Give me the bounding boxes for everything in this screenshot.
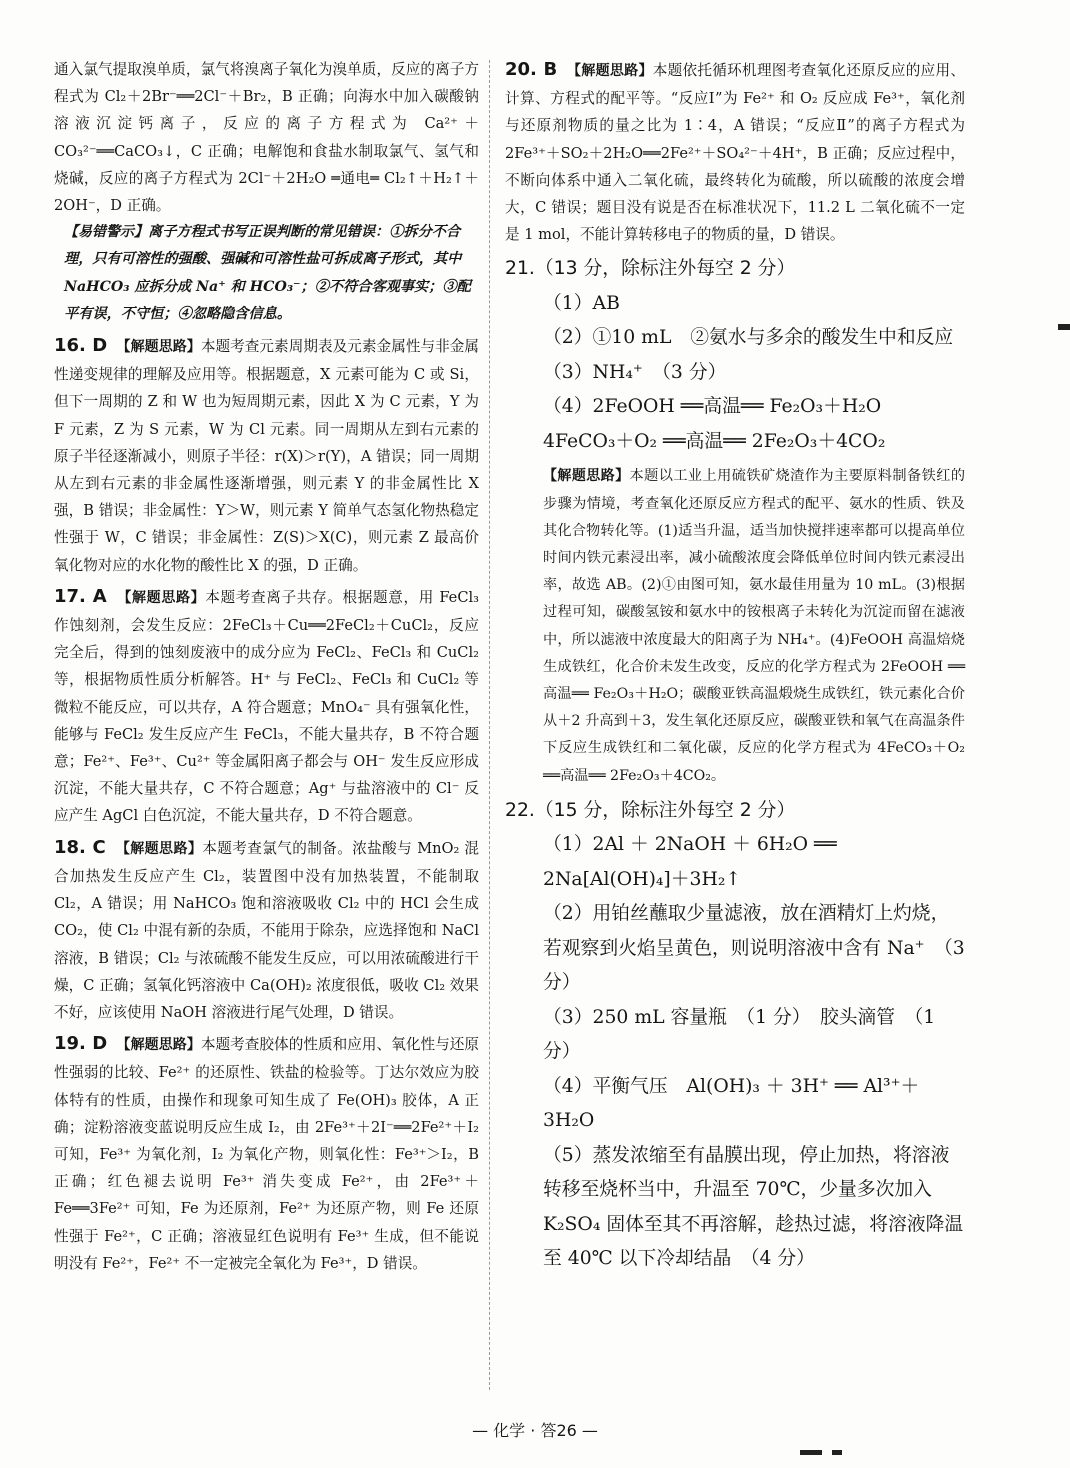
q20-tag: 【解题思路】 [567, 63, 653, 79]
q16-answer [54, 332, 479, 579]
q16-number: 16. D [54, 335, 108, 357]
warning-tag: 【易错警示】 [64, 224, 148, 241]
q22-answer-4: （4）平衡气压 Al(OH)₃ ＋ 3H⁺ ══ Al³⁺＋3H₂O [543, 1075, 920, 1132]
q21-explanation [505, 463, 965, 789]
q21-answer-3: （3）NH₄⁺ （3 分） [543, 361, 727, 383]
q18-number: 18. C [54, 836, 106, 858]
warning-text: 离子方程式书写正误判断的常见错误：①拆分不合理，只有可溶性的强酸、强碱和可溶性盐可拆成离子形式，其中 NaHCO₃ 应拆分成 Na⁺ 和 HCO₃⁻；②不符合客观事实；③配平有误，不守恒；④忽略隐含信息。 [64, 224, 471, 322]
q20-text: 本题依托循环机理图考查氧化还原反应的应用、计算、方程式的配平等。“反应Ⅰ”为 Fe²⁺ 和 O₂ 反应成 Fe³⁺，氧化剂与还原剂物质的量之比为 1∶4，A 错误；“反应Ⅱ”的离子方程式为 2Fe³⁺＋SO₂＋2H₂O══2Fe²⁺＋SO₄²⁻＋4H⁺，B 正确；反应过程中，不断向体系中通入二氧化硫，最终转化为硫酸，所以硫酸的浓度会增大，C 错误；题目没有说是否在标准状况下，11.2 L 二氧化硫不一定是 1 mol，不能计算转移电子的物质的量，D 错误。 [505, 62, 966, 244]
q15-continuation: 通入氯气提取溴单质，氯气将溴离子氧化为溴单质，反应的离子方程式为 Cl₂＋2Br⁻══2Cl⁻＋Br₂，B 正确；向海水中加入碳酸钠溶液沉淀钙离子，反应的离子方程式为 Ca²⁺＋CO₃²⁻══CaCO₃↓，C 正确；电解饱和食盐水制取氯气、氢气和烧碱，反应的离子方程式为 2Cl⁻＋2H₂O ═通电═ Cl₂↑＋H₂↑＋2OH⁻，D 正确。 [54, 61, 479, 215]
q18-tag: 【解题思路】 [115, 840, 203, 857]
left-column [54, 56, 479, 1277]
q21-answer-4: （4）2FeOOH ══高温══ Fe₂O₃＋H₂O 4FeCO₃＋O₂ ══高温══ 2Fe₂O₃＋4CO₂ [543, 396, 900, 452]
q19-number: 19. D [54, 1033, 108, 1055]
q22-answer-5: （5）蒸发浓缩至有晶膜出现，停止加热，将溶液转移至烧杯当中，升温至 70℃，少量多次加入 K₂SO₄ 固体至其不再溶解，趁热过滤，将溶液降温至 40℃ 以下冷却结晶 （4 分） [543, 1144, 964, 1270]
q18-answer [54, 834, 479, 1026]
q19-answer [54, 1030, 479, 1277]
q22-header: 22.（15 分，除标注外每空 2 分） [505, 799, 796, 821]
q17-number: 17. A [54, 585, 107, 607]
q21-explain-text: 本题以工业上用硫铁矿烧渣作为主要原料制备铁红的步骤为情境，考查氧化还原反应方程式的配平、氨水的性质、铁及其化合物转化等。(1)适当升温，适当加快搅拌速率都可以提高单位时间内铁元素浸出率，减小硫酸浓度会降低单位时间内铁元素浸出率，故选 AB。(2)①由图可知，氨水最佳用量为 10 mL。(3)根据过程可知，碳酸氢铵和氨水中的铵根离子未转化为沉淀而留在滤液中，所以滤液中浓度最大的阳离子为 NH₄⁺。(4)FeOOH 高温焙烧生成铁红，化合价未发生改变，反应的化学方程式为 2FeOOH ══高温══ Fe₂O₃＋H₂O；碳酸亚铁高温煅烧生成铁红，铁元素化合价从＋2 升高到＋3，发生氧化还原反应，碳酸亚铁和氧气在高温条件下反应生成铁红和二氧化碳，反应的化学方程式为 4FeCO₃＋O₂ ══高温══ 2Fe₂O₃＋4CO₂。 [543, 468, 966, 784]
q21-tag: 【解题思路】 [543, 468, 630, 485]
q22-answer-1: （1）2Al ＋ 2NaOH ＋ 6H₂O ══ 2Na[Al(OH)₄]＋3H₂↑ [543, 834, 837, 890]
q18-text: 本题考查氯气的制备。浓盐酸与 MnO₂ 混合加热发生反应产生 Cl₂，装置图中没有加热装置，不能制取 Cl₂，A 错误；用 NaHCO₃ 饱和溶液吸收 Cl₂ 中的 HCl 会生成 CO₂，使 Cl₂ 中混有新的杂质，不能用于除杂，应选择饱和 NaCl 溶液，B 错误；Cl₂ 与浓硫酸不能发生反应，可以用浓硫酸进行干燥，C 正确；氢氧化钙溶液中 Ca(OH)₂ 浓度很低，吸收 Cl₂ 效果不好，应该使用 NaOH 溶液进行尾气处理，D 错误。 [54, 839, 479, 1021]
column-divider [489, 60, 490, 1390]
q20-answer [505, 56, 965, 248]
q19-text: 本题考查胶体的性质和应用、氧化性与还原性强弱的比较、Fe²⁺ 的还原性、铁盐的检验等。丁达尔效应为胶体特有的性质，由操作和现象可知生成了 Fe(OH)₃ 胶体，A 正确；淀粉溶液变蓝说明反应生成 I₂，由 2Fe³⁺＋2I⁻══2Fe²⁺＋I₂ 可知，Fe³⁺ 为氧化剂，I₂ 为氧化产物，则氧化性：Fe³⁺＞I₂，B 正确；红色褪去说明 Fe³⁺ 消失变成 Fe²⁺，由 2Fe³⁺＋Fe══3Fe²⁺ 可知，Fe 为还原剂，Fe²⁺ 为还原产物，则 Fe 还原性强于 Fe²⁺，C 正确；溶液显红色说明有 Fe³⁺ 生成，但不能说明没有 Fe²⁺，Fe²⁺ 不一定被完全氧化为 Fe³⁺，D 错误。 [54, 1036, 480, 1272]
q17-tag: 【解题思路】 [117, 589, 206, 606]
q21-answer-1: （1）AB [543, 292, 620, 314]
q16-tag: 【解题思路】 [116, 339, 201, 356]
right-column [505, 56, 965, 1277]
q21-header: 21.（13 分，除标注外每空 2 分） [505, 258, 796, 280]
bottom-registration-mark [832, 1450, 842, 1455]
edge-registration-mark [1058, 324, 1070, 330]
error-warning-box [54, 219, 479, 328]
q17-answer [54, 583, 479, 830]
q16-text: 本题考查元素周期表及元素金属性与非金属性递变规律的理解及应用等。根据题意，X 元素可能为 C 或 Si，但下一周期的 Z 和 W 也为短周期元素，因此 X 为 C 元素，Y 为 F 元素，Z 为 S 元素，W 为 Cl 元素。同一周期从左到右元素的原子半径逐渐减小，则原子半径：r(X)＞r(Y)，A 错误；同一周期从左到右元素的非金属性逐渐增强，则元素 Y 的非金属性比 X 强，B 错误；非金属性：Y＞W，则元素 Y 简单气态氢化物热稳定性强于 W，C 错误；非金属性：Z(S)＞X(C)，则元素 Z 最高价氧化物对应的水化物的酸性比 X 的强，D 正确。 [54, 338, 480, 574]
q22-answer-2: （2）用铂丝蘸取少量滤液，放在酒精灯上灼烧，若观察到火焰呈黄色，则说明溶液中含有 Na⁺ （3 分） [543, 903, 965, 994]
q19-tag: 【解题思路】 [116, 1037, 201, 1054]
q21-answer-2: （2）①10 mL ②氨水与多余的酸发生中和反应 [543, 327, 954, 349]
bottom-registration-mark [800, 1450, 822, 1455]
page-footer: — 化学 · 答26 — [472, 1421, 598, 1440]
q20-number: 20. B [505, 59, 558, 80]
q22-answer-3: （3）250 mL 容量瓶 （1 分） 胶头滴管 （1 分） [543, 1006, 936, 1063]
q17-text: 本题考查离子共存。根据题意，用 FeCl₃ 作蚀刻剂，会发生反应：2FeCl₃＋Cu══2FeCl₂＋CuCl₂，反应完全后，得到的蚀刻废液中的成分应为 FeCl₂、FeCl₃ 和 CuCl₂ 等，根据物质性质分析解答。H⁺ 与 FeCl₂、FeCl₃ 和 CuCl₂ 等微粒不能反应，可以共存，A 符合题意；MnO₄⁻ 具有强氧化性，能够与 FeCl₂ 发生反应产生 FeCl₃，不能大量共存，B 不符合题意；Fe²⁺、Fe³⁺、Cu²⁺ 等金属阳离子都会与 OH⁻ 发生反应形成沉淀，不能大量共存，C 不符合题意；Ag⁺ 与盐溶液中的 Cl⁻ 反应产生 AgCl 白色沉淀，不能大量共存，D 不符合题意。 [54, 588, 480, 825]
